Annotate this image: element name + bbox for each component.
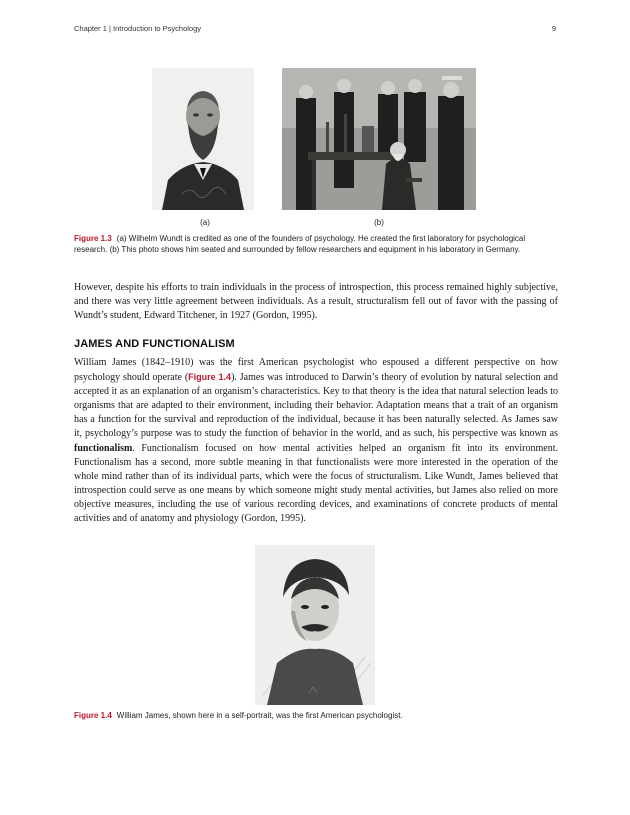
page-header <box>74 24 556 38</box>
wundt-portrait-photo <box>152 68 254 210</box>
figure-1-4-caption <box>74 711 558 722</box>
page-number: 9 <box>551 24 556 33</box>
figure-1-4-text: William James, shown here in a self-portrait, was the first American psychologist. <box>116 711 403 720</box>
figure-1-3-label-b: (b) <box>374 218 384 227</box>
term-functionalism: functionalism <box>74 442 133 454</box>
paragraph-text-part-1: William James (1842–1910) was the first American psychologist who espoused a different perspective on how psychology should operate ( <box>74 357 558 384</box>
paragraph-text-part-2: ). James was introduced to Darwin’s theory of evolution by natural selection and accepted it as an explanation of an organism’s characteristics. Key to that theory is the idea that natural selection leads to organisms that are adapted to their environment, including their behavior. Adaptation means that a trait of an organism has a function for the survival and reproduction of the individual, because it has been naturally selected. As James saw it, psychology’s purpose was to study the function of behavior in the world, and as such, his perspective was known as <box>74 372 558 440</box>
figure-1-3-number: Figure 1.3 <box>74 234 112 243</box>
figure-1-3-caption <box>74 234 558 255</box>
figure-1-3-text: (a) Wilhelm Wundt is credited as one of the founders of psychology. He created the first laboratory for psychological research. (b) This photo shows him seated and surrounded by fellow researchers and equipment in his laboratory in Germany. <box>74 234 526 254</box>
william-james-self-portrait <box>255 545 375 705</box>
figure-1-4-number: Figure 1.4 <box>74 711 112 720</box>
wundt-laboratory-photo <box>282 68 476 210</box>
chapter-title: Chapter 1 | Introduction to Psychology <box>74 24 202 33</box>
figure-1-3-label-a: (a) <box>200 218 210 227</box>
body-paragraph-structuralism: However, despite his efforts to train individuals in the process of introspection, this process remained highly subjective, and there was very little agreement between individuals. As a result, structuralism fell out of favor with the passing of Wundt’s student, Edward Titchener, in 1927 (Gordon, 1995). <box>74 282 558 322</box>
paragraph-text-part-3: . Functionalism focused on how mental activities helped an organism fit into its environment. Functionalism has a second, more subtle meaning in that functionalists were more interested in the operation of the whole mind rather than of its individual parts, which were the focus of structuralism. Like Wundt, James believed that introspection could serve as one means by which someone might study mental activities, but James also relied on more objective measures, including the use of various recording devices, and examinations of concrete products of mental activities and of anatomy and physiology (Gordon, 1995). <box>74 442 558 525</box>
section-heading: JAMES AND FUNCTIONALISM <box>74 338 235 350</box>
figure-1-4-reference-link[interactable]: Figure 1.4 <box>188 372 232 383</box>
body-paragraph-functionalism <box>74 356 558 526</box>
